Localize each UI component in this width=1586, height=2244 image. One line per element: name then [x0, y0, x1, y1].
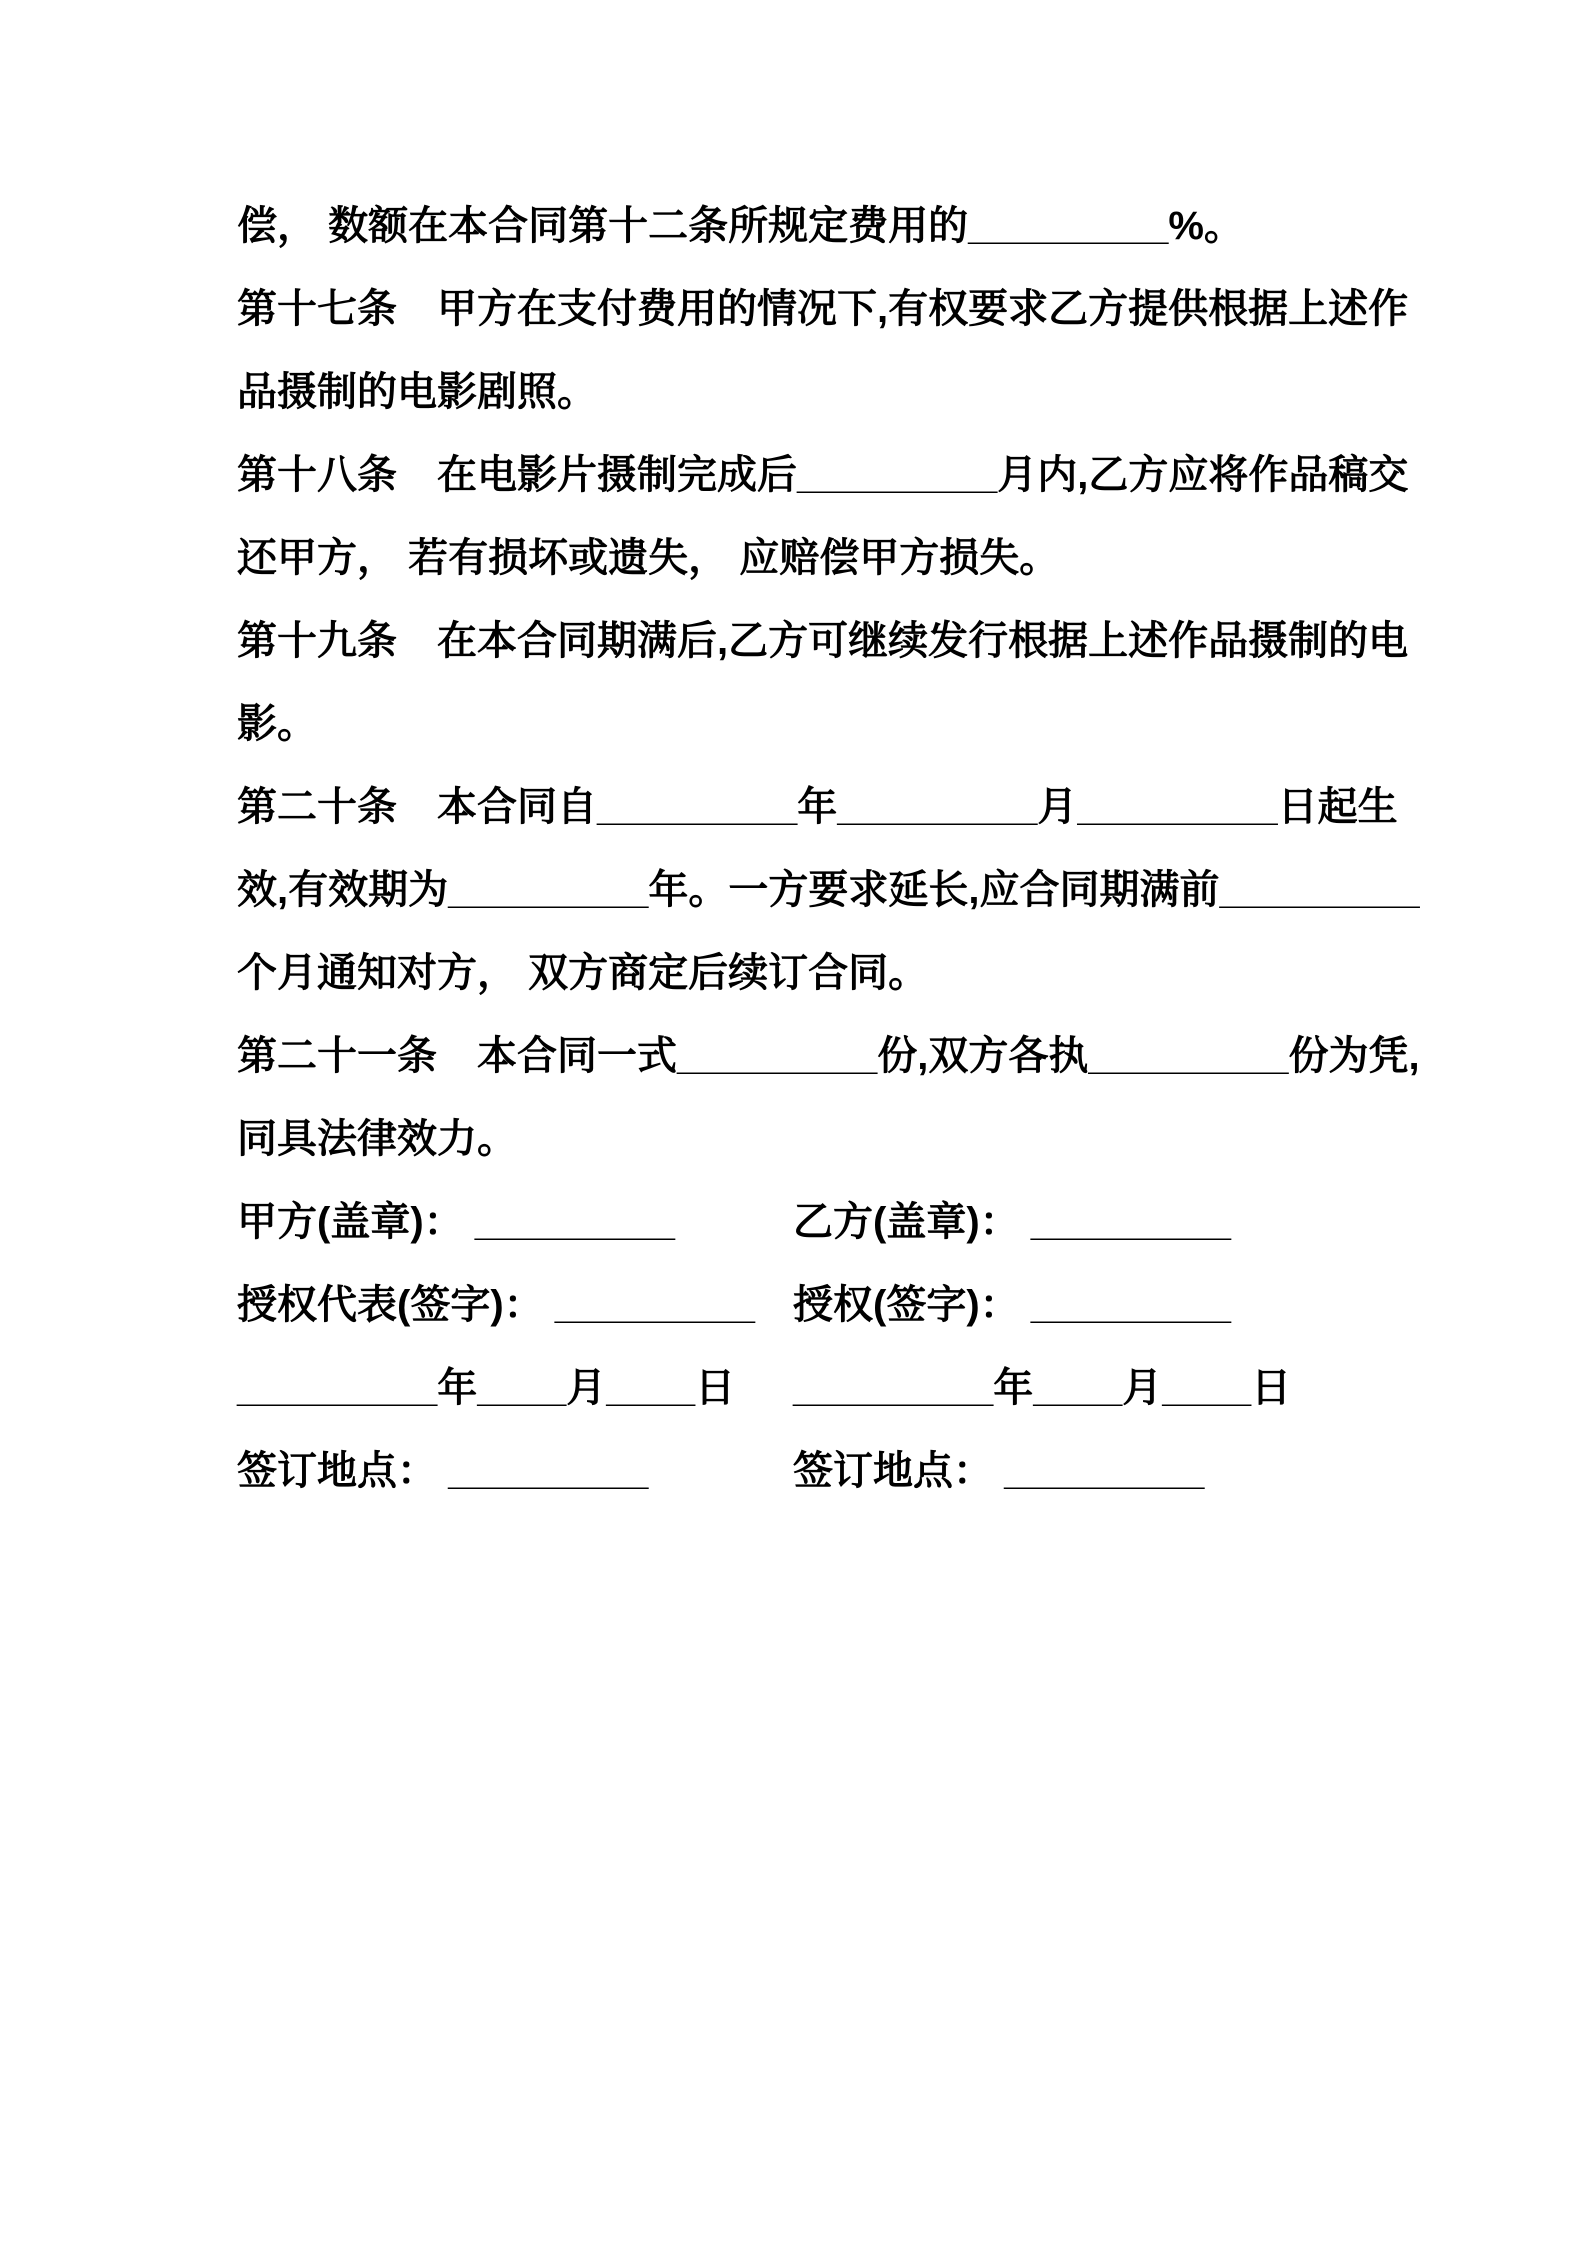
contract-line-clause-18-start: 第十八条 在电影片摄制完成后_________月内,乙方应将作品稿交 [237, 453, 1409, 497]
party-b-date-line: _________年____月____日 [793, 1366, 1292, 1410]
contract-line-clause-18-end: 还甲方， 若有损坏或遗失， 应赔偿甲方损失。 [237, 536, 1060, 580]
contract-line-clause-20-middle: 效,有效期为_________年。一方要求延长,应合同期满前_________ [237, 868, 1420, 912]
contract-line-clause-20-end: 个月通知对方， 双方商定后续订合同。 [237, 951, 929, 995]
contract-line-clause-21-start: 第二十一条 本合同一式_________份,双方各执_________份为凭, [237, 1034, 1420, 1078]
signature-row-date [237, 1347, 1367, 1430]
party-b-signature-line: 授权(签字)： _________ [793, 1283, 1231, 1327]
party-a-date-line: _________年____月____日 [237, 1366, 736, 1410]
contract-line-clause-19-start: 第十九条 在本合同期满后,乙方可继续发行根据上述作品摄制的电 [237, 619, 1409, 663]
party-b-signing-place-line: 签订地点： _________ [793, 1449, 1205, 1493]
contract-body [237, 185, 1420, 1513]
contract-line-clause-17-start: 第十七条 甲方在支付费用的情况下,有权要求乙方提供根据上述作 [237, 287, 1409, 331]
contract-line-compensation-percent: 偿， 数额在本合同第十二条所规定费用的_________%。 [237, 204, 1244, 248]
signature-block [237, 1181, 1367, 1513]
signature-row-seal [237, 1181, 1367, 1264]
contract-line-clause-21-end: 同具法律效力。 [237, 1117, 517, 1161]
party-a-seal-line: 甲方(盖章)： _________ [237, 1200, 675, 1244]
contract-line-clause-19-end: 影。 [237, 702, 317, 746]
signature-row-representative [237, 1264, 1367, 1347]
signature-row-place [237, 1430, 1367, 1513]
contract-line-clause-20-start: 第二十条 本合同自_________年_________月_________日起生 [237, 785, 1398, 829]
contract-line-clause-17-end: 品摄制的电影剧照。 [237, 370, 597, 414]
party-a-signing-place-line: 签订地点： _________ [237, 1449, 649, 1493]
party-b-seal-line: 乙方(盖章)： _________ [793, 1200, 1231, 1244]
party-a-representative-signature-line: 授权代表(签字)： _________ [237, 1283, 755, 1327]
